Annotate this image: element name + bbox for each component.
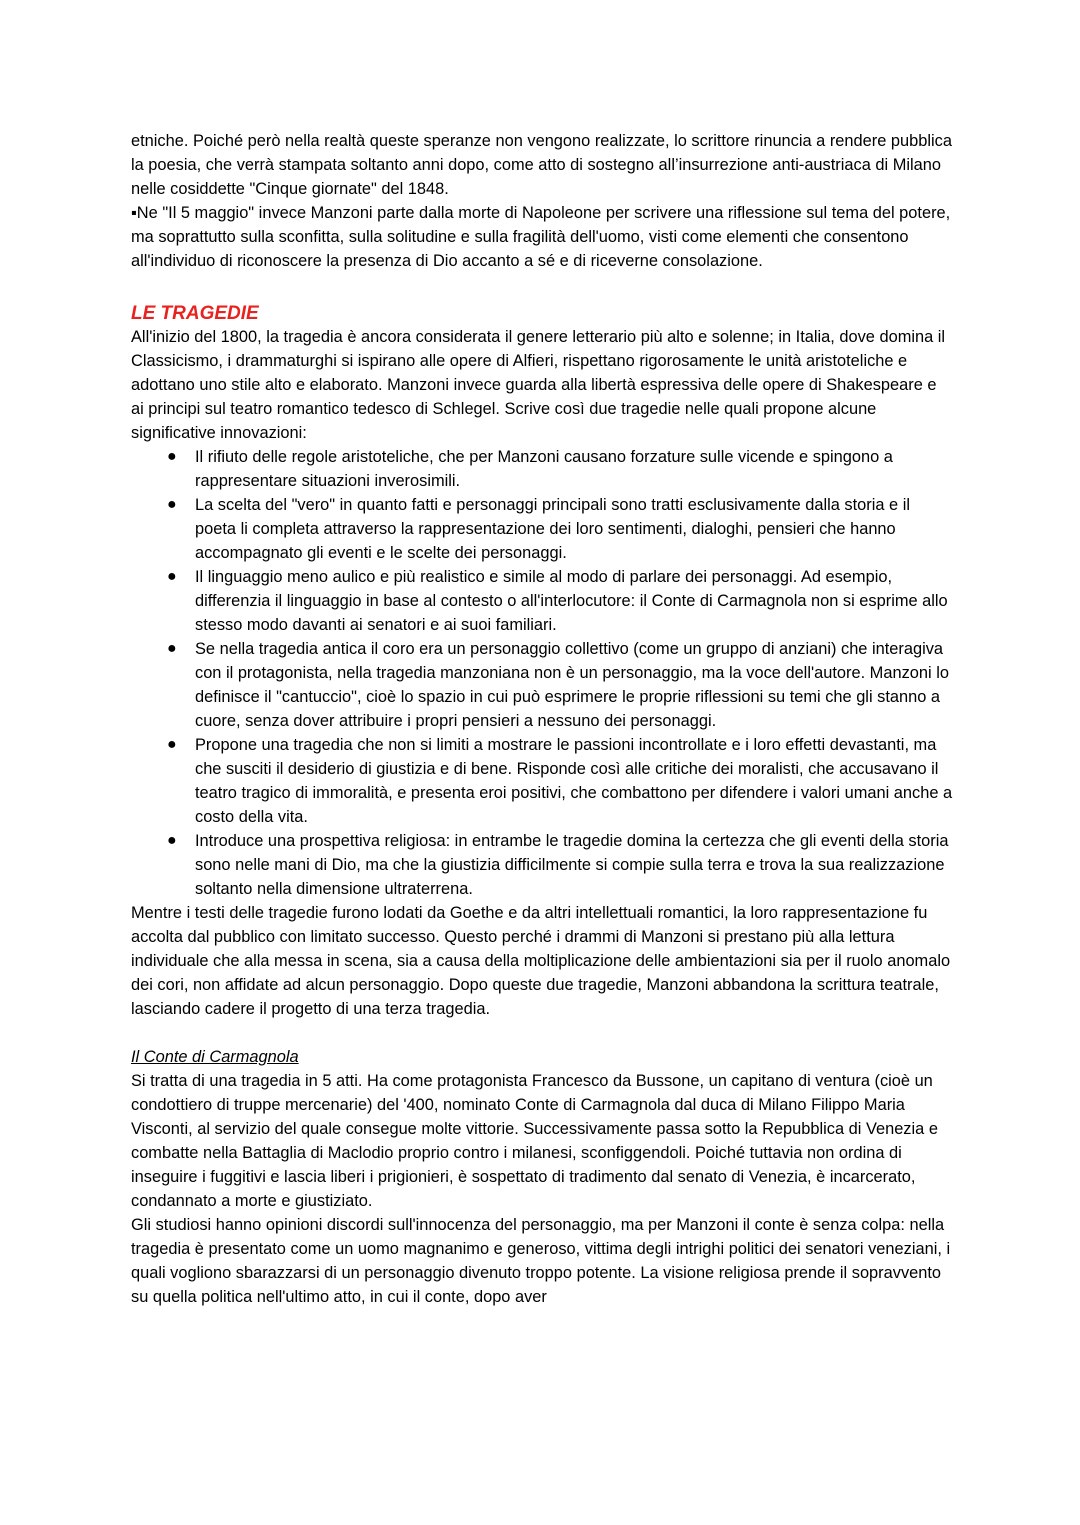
list-item [131,733,953,829]
carmagnola-paragraph-2: Gli studiosi hanno opinioni discordi sull'innocenza del personaggio, ma per Manzoni il conte è senza colpa: nella tragedia è presentato come un uomo magnanimo e generoso, vittima degli intrighi politici dei senatori veneziani, i quali vogliono sbarazzarsi di un personaggio divenuto troppo potente. La visione religiosa prende il sopravvento su quella politica nell'ultimo atto, in cui il conte, dopo aver [131,1216,951,1306]
paragraph-gap [131,273,953,297]
bullet-icon: ● [167,832,177,849]
section-title-tragedie: LE TRAGEDIE [131,303,259,324]
list-item-text: Introduce una prospettiva religiosa: in entrambe le tragedie domina la certezza che gli eventi della storia sono nelle mani di Dio, ma che la giustizia difficilmente si compie sulla terra e trova la sua realizzazione soltanto nella dimensione ultraterrena. [195,832,949,898]
document-page [131,129,953,1309]
list-item-text: La scelta del "vero" in quanto fatti e personaggi principali sono tratti esclusivamente dalla storia e il poeta li completa attraverso la rappresentazione dei loro sentimenti, dialoghi, pensieri che hanno accompagnato gli eventi e le scelte dei personaggi. [195,496,911,562]
tragedie-intro-paragraph: All'inizio del 1800, la tragedia è ancora considerata il genere letterario più alto e solenne; in Italia, dove domina il Classicismo, i drammaturghi si ispirano alle opere di Alfieri, rispettano rigorosamente le unità aristoteliche e adottano uno stile alto e elaborato. Manzoni invece guarda alla libertà espressiva delle opere di Shakespeare e ai principi sul teatro romantico tedesco di Schlegel. Scrive così due tragedie nelle quali propone alcune significative innovazioni: [131,328,946,442]
list-item-text: Se nella tragedia antica il coro era un personaggio collettivo (come un gruppo di anziani) che interagiva con il protagonista, nella tragedia manzoniana non è un personaggio, ma la voce dell'autore. Manzoni lo definisce il "cantuccio", cioè lo spazio in cui può esprimere le proprie riflessioni su temi che gli stanno a cuore, senza dover attribuire i propri pensieri a nessuno dei personaggi. [195,640,949,730]
list-item-text: Il linguaggio meno aulico e più realistico e simile al modo di parlare dei personaggi. Ad esempio, differenzia il linguaggio in base al contesto o all'interlocutore: il Conte di Carmagnola non si esprime allo stesso modo davanti ai senatori e ai suoi familiari. [195,568,948,634]
list-item [131,829,953,901]
list-item [131,445,953,493]
bullet-icon: ● [167,448,177,465]
list-item [131,637,953,733]
intro-paragraph-continued: etniche. Poiché però nella realtà queste speranze non vengono realizzate, lo scrittore rinuncia a rendere pubblica la poesia, che verrà stampata soltanto anni dopo, come atto di sostegno all’insurrezione anti-austriaca di Milano nelle cosiddette "Cinque giornate" del 1848. [131,132,952,198]
list-item-text: Il rifiuto delle regole aristoteliche, che per Manzoni causano forzature sulle vicende e spingono a rappresentare situazioni inverosimili. [195,448,893,490]
subsection-title-carmagnola: Il Conte di Carmagnola [131,1048,299,1066]
bullet-icon: ● [167,736,177,753]
list-item [131,493,953,565]
reception-paragraph: Mentre i testi delle tragedie furono lodati da Goethe e da altri intellettuali romantici, la loro rappresentazione fu accolta dal pubblico con limitato successo. Questo perché i drammi di Manzoni si prestano più alla lettura individuale che alla messa in scena, sia a causa della moltiplicazione delle ambientazioni sia per il ruolo anomalo dei cori, non affidate ad alcun personaggio. Dopo queste due tragedie, Manzoni abbandona la scrittura teatrale, lasciando cadere il progetto di una terza tragedia. [131,904,951,1018]
carmagnola-paragraph-1: Si tratta di una tragedia in 5 atti. Ha come protagonista Francesco da Bussone, un capitano di ventura (cioè un condottiero di truppe mercenarie) del '400, nominato Conte di Carmagnola dal duca di Milano Filippo Maria Visconti, al servizio del quale consegue molte vittorie. Successivamente passa sotto la Repubblica di Venezia e combatte nella Battaglia di Maclodio proprio contro i milanesi, sconfiggendoli. Poiché tuttavia non ordina di inseguire i fuggitivi e lascia liberi i prigionieri, è sospettato di tradimento dal senato di Venezia, è incarcerato, condannato a morte e giustiziato. [131,1072,938,1210]
bullet-icon: ● [167,568,177,585]
bullet-icon: ● [167,496,177,513]
bullet-icon: ● [167,640,177,657]
list-item-text: Propone una tragedia che non si limiti a mostrare le passioni incontrollate e i loro effetti devastanti, ma che susciti il desiderio di giustizia e di bene. Risponde così alle critiche dei moralisti, che accusavano il teatro tragico di immoralità, e presenta eroi positivi, che combattono per difendere i valori umani anche a costo della vita. [195,736,953,826]
innovations-list [131,445,953,901]
list-item [131,565,953,637]
cinque-maggio-paragraph: ▪Ne "Il 5 maggio" invece Manzoni parte dalla morte di Napoleone per scrivere una riflessione sul tema del potere, ma soprattutto sulla sconfitta, sulla solitudine e sulla fragilità dell'uomo, visti come elementi che consentono all'individuo di riconoscere la presenza di Dio accanto a sé e di riceverne consolazione. [131,204,951,270]
